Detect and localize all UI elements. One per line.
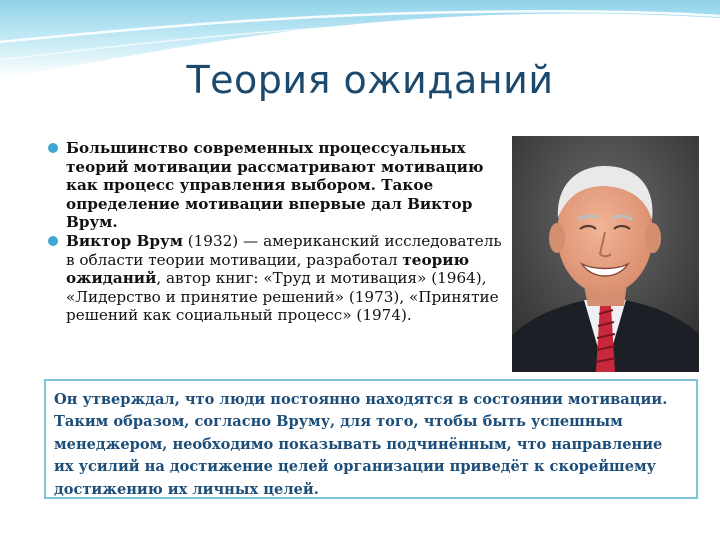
bullet-text: , автор книг: «Труд и мотивация» (1964), «Лидерство и принятие решений» (1973), «Принятие решений как социальный процесс» (1974). <box>66 269 499 325</box>
quote-box: Он утверждал, что люди постоянно находятся в состоянии мотивации. Таким образом, согласно Вруму, для того, чтобы быть успешным менеджером, необходимо показывать подчинённым, что направление их усилий на достижение целей организации приведёт к скорейшему достижению их личных целей. <box>44 379 698 499</box>
bullet-item <box>48 139 510 232</box>
bullet-text: Виктор Врум <box>66 231 183 250</box>
bullet-text: (1932) — американский исследователь в области теории мотивации, разработал <box>66 231 502 269</box>
bullet-text: Большинство современных процессуальных теорий мотивации рассматривают мотивацию как процесс управления выбором. Такое определение мотивации впервые дал Виктор Врум. <box>66 139 484 232</box>
slide-title: Теория ожиданий <box>186 58 554 102</box>
bullet-text: теорию ожиданий <box>66 250 470 288</box>
bullet-list <box>48 139 510 325</box>
bullet-item <box>48 232 510 325</box>
portrait-photo <box>512 136 699 372</box>
man-portrait-image <box>512 136 699 372</box>
bullet-dot-icon <box>48 143 58 153</box>
bullet-dot-icon <box>48 236 58 246</box>
